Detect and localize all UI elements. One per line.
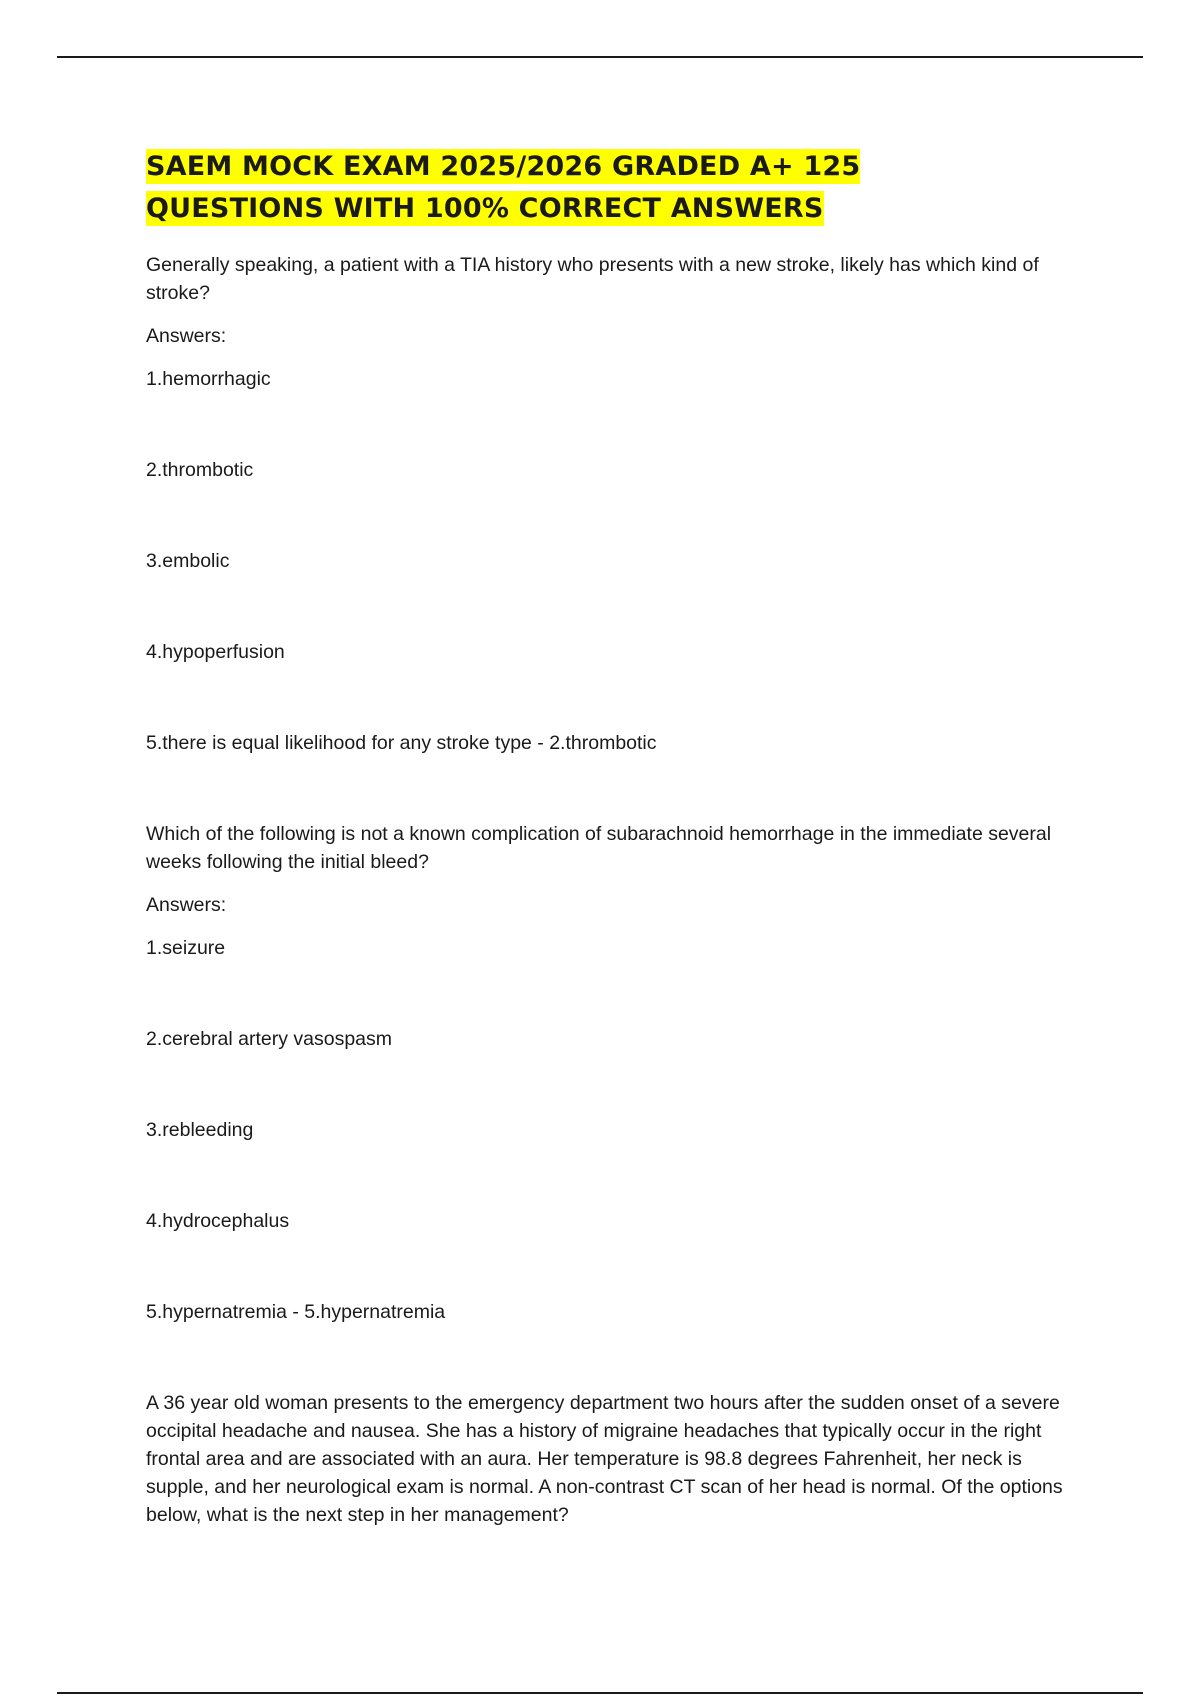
document-body [146,146,1066,1529]
question-2 [146,820,1066,1326]
question-1 [146,251,1066,757]
title-line-2: QUESTIONS WITH 100% CORRECT ANSWERS [146,193,824,224]
answer-option: 3.rebleeding [146,1119,254,1141]
answer-options [146,934,1066,1326]
answers-label: Answers: [146,325,227,347]
question-text: A 36 year old woman presents to the emergency department two hours after the sudden onset of a severe occipital headache and nausea. She has a history of migraine headaches that typically occur in the right frontal area and are associated with an aura. Her temperature is 98.8 degrees Fahrenheit, her neck is supple, and her neurological exam is normal. A non-contrast CT scan of her head is normal. Of the options below, what is the next step in her management? [146,1392,1063,1526]
answer-option: 1.hemorrhagic [146,368,271,390]
question-text: Generally speaking, a patient with a TIA history who presents with a new stroke, likely has which kind of stroke? [146,254,1039,304]
question-3 [146,1389,1066,1529]
answer-option: 2.thrombotic [146,459,254,481]
answer-option: 5.hypernatremia - 5.hypernatremia [146,1301,446,1323]
answer-option: 1.seizure [146,937,226,959]
document-title [146,146,1066,230]
answers-label: Answers: [146,894,227,916]
top-rule [57,56,1143,58]
answer-option: 3.embolic [146,550,230,572]
answer-option: 4.hypoperfusion [146,641,285,663]
title-line-1: SAEM MOCK EXAM 2025/2026 GRADED A+ 125 [146,151,861,182]
answer-option: 2.cerebral artery vasospasm [146,1028,393,1050]
answer-option: 5.there is equal likelihood for any stroke type - 2.thrombotic [146,732,657,754]
answer-option: 4.hydrocephalus [146,1210,290,1232]
bottom-rule [57,1692,1143,1694]
answer-options [146,365,1066,757]
question-text: Which of the following is not a known complication of subarachnoid hemorrhage in the immediate several weeks following the initial bleed? [146,823,1052,873]
